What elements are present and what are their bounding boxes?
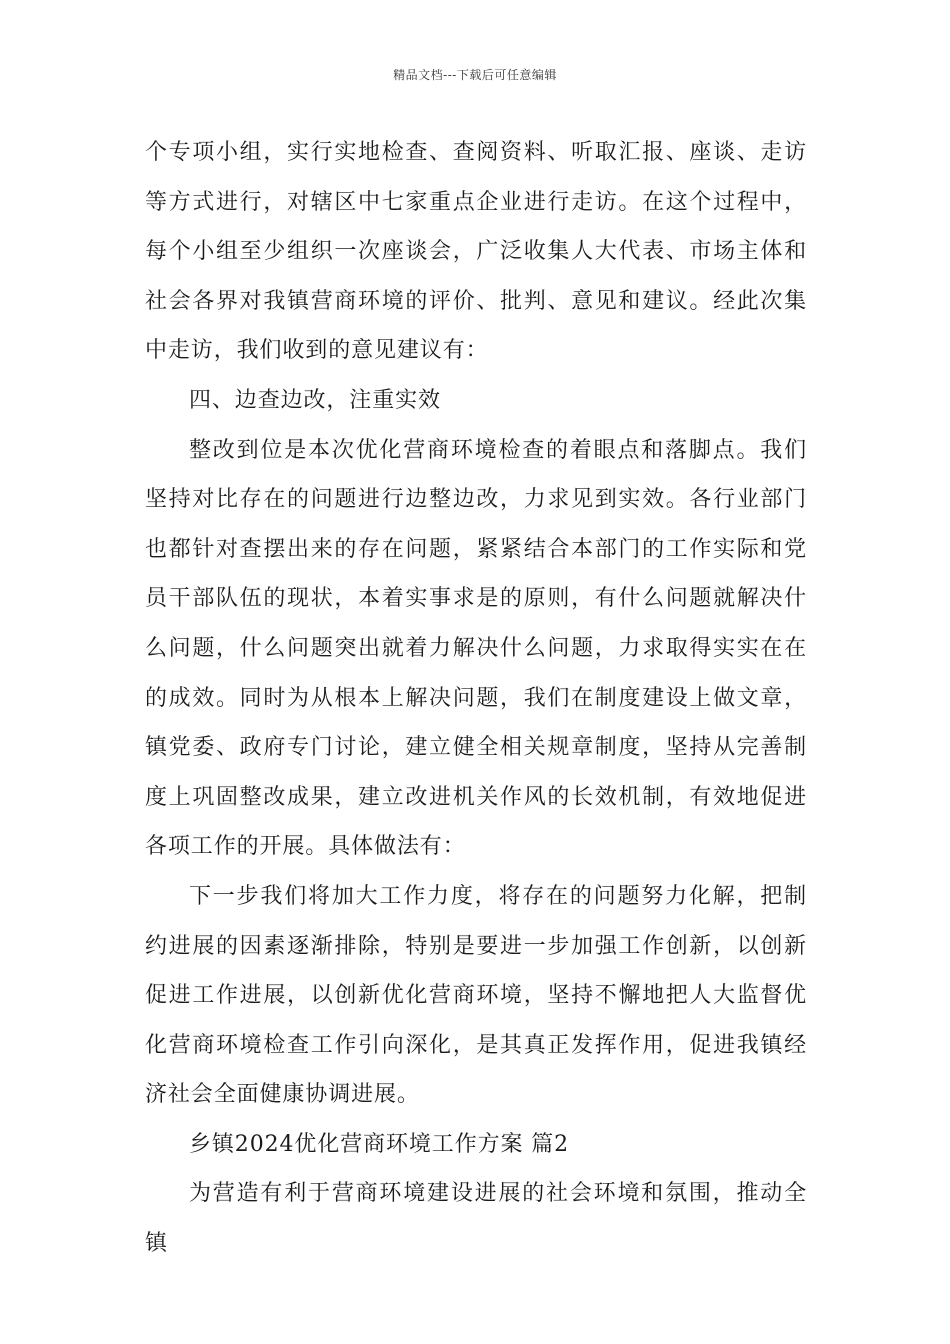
page-header: 精品文档---下载后可任意编辑 [393,68,557,82]
paragraph-rectification: 整改到位是本次优化营商环境检查的着眼点和落脚点。我们坚持对比存在的问题进行边整边改，力求见到实效。各行业部门也都针对查摆出来的存在问题，紧紧结合本部门的工作实际和党员干部队伍的现状，本着实事求是的原则，有什么问题就解决什么问题，什么问题突出就着力解决什么问题，力求取得实实在在的成效。同时为从根本上解决问题，我们在制度建设上做文章，镇党委、政府专门讨论，建立健全相关规章制度，坚持从完善制度上巩固整改成果，建立改进机关作风的长效机制，有效地促进各项工作的开展。具体做法有： [145,437,807,860]
section-heading: 四、边查边改，注重实效 [189,387,441,413]
document-body [145,128,807,1269]
paragraph-next-steps: 下一步我们将加大工作力度，将存在的问题努力化解，把制约进展的因素逐渐排除，特别是要进一步加强工作创新，以创新促进工作进展，以创新优化营商环境，坚持不懈地把人大监督优化营商环境检查工作引向深化，是其真正发挥作用，促进我镇经济社会全面健康协调进展。 [145,883,807,1108]
paragraph-continuation: 个专项小组，实行实地检查、查阅资料、听取汇报、座谈、走访等方式进行，对辖区中七家重点企业进行走访。在这个过程中，每个小组至少组织一次座谈会，广泛收集人大代表、市场主体和社会各界对我镇营商环境的评价、批判、意见和建议。经此次集中走访，我们收到的意见建议有： [145,140,807,364]
article-title: 乡镇2024优化营商环境工作方案 篇2 [189,1131,570,1157]
paragraph-intro: 为营造有利于营商环境建设进展的社会环境和氛围，推动全镇 [145,1181,807,1257]
